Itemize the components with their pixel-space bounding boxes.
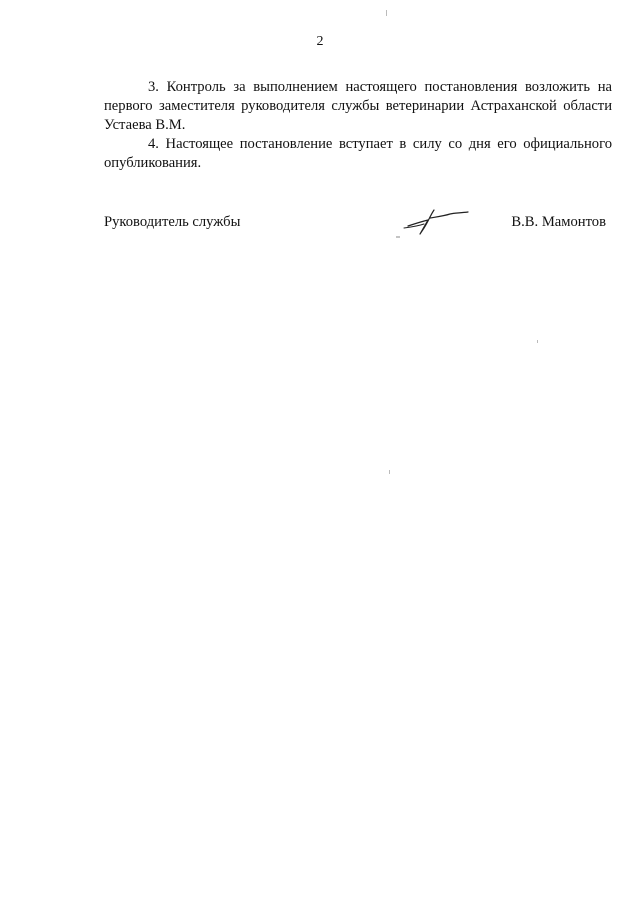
handwritten-signature (394, 204, 484, 240)
scan-speck (389, 470, 390, 474)
scan-speck (386, 10, 387, 16)
scan-speck (537, 340, 538, 343)
document-body (104, 78, 612, 173)
page-number: 2 (316, 34, 324, 49)
signatory-title: Руководитель службы (104, 214, 241, 230)
paragraph-4: 4. Настоящее постановление вступает в силу со дня его официального опубликования. (104, 136, 612, 171)
signature-block (104, 214, 606, 242)
paragraph-3: 3. Контроль за выполнением настоящего постановления возложить на первого заместителя руководителя службы ветеринарии Астраханской области Устаева В.М. (104, 79, 612, 133)
signatory-name: В.В. Мамонтов (511, 214, 606, 230)
